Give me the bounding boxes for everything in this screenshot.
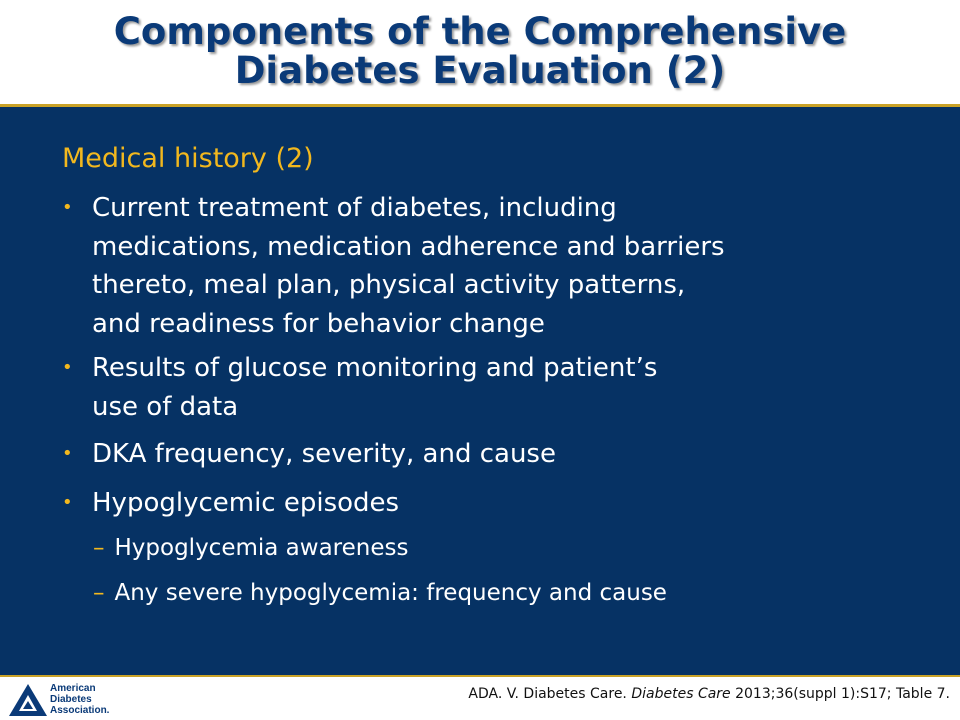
logo-line: American xyxy=(50,683,96,694)
citation-part-2: 2013;36(suppl 1):S17; Table 7. xyxy=(730,686,950,702)
slide-header xyxy=(0,0,960,106)
logo-wordmark xyxy=(50,683,109,716)
citation-journal: Diabetes Care xyxy=(631,686,731,702)
bullet-line: Hypoglycemic episodes xyxy=(92,488,400,518)
bullet-item xyxy=(62,189,725,343)
logo-line: Association. xyxy=(50,705,110,716)
bullet-line: thereto, meal plan, physical activity patterns, xyxy=(92,270,686,300)
sub-bullet-text: Any severe hypoglycemia: frequency and cause xyxy=(114,580,667,606)
dash-icon: – xyxy=(93,580,105,606)
sub-bullet-item xyxy=(93,578,667,608)
dash-icon: – xyxy=(93,535,105,561)
bullet-line: medications, medication adherence and barriers xyxy=(92,231,725,262)
section-subheading: Medical history (2) xyxy=(62,143,314,174)
ada-logo xyxy=(8,681,118,717)
bullet-line: and readiness for behavior change xyxy=(92,308,545,339)
bullet-dot-icon: • xyxy=(62,443,73,464)
bullet-dot-icon: • xyxy=(62,492,73,513)
sub-bullet-text: Hypoglycemia awareness xyxy=(114,535,409,561)
bullet-dot-icon: • xyxy=(62,197,73,218)
citation xyxy=(468,685,950,703)
bullet-dot-icon: • xyxy=(62,357,73,378)
slide-title xyxy=(0,12,960,90)
sub-bullet-item xyxy=(93,533,408,563)
bullet-line: Current treatment of diabetes, including xyxy=(92,193,617,223)
bullet-item xyxy=(62,484,399,523)
bullet-item xyxy=(62,435,556,474)
slide-title-line-1: Components of the Comprehensive xyxy=(113,10,847,53)
bullet-line: DKA frequency, severity, and cause xyxy=(92,439,556,469)
bullet-item xyxy=(62,349,657,426)
footer-divider xyxy=(0,675,960,677)
citation-part-1: ADA. V. Diabetes Care. xyxy=(468,686,632,702)
bullet-line: use of data xyxy=(92,391,239,422)
slide-title-line-2: Diabetes Evaluation (2) xyxy=(234,49,726,92)
ada-triangle-icon xyxy=(8,683,48,717)
logo-line: Diabetes xyxy=(50,694,92,705)
bullet-line: Results of glucose monitoring and patient’s xyxy=(92,353,658,383)
